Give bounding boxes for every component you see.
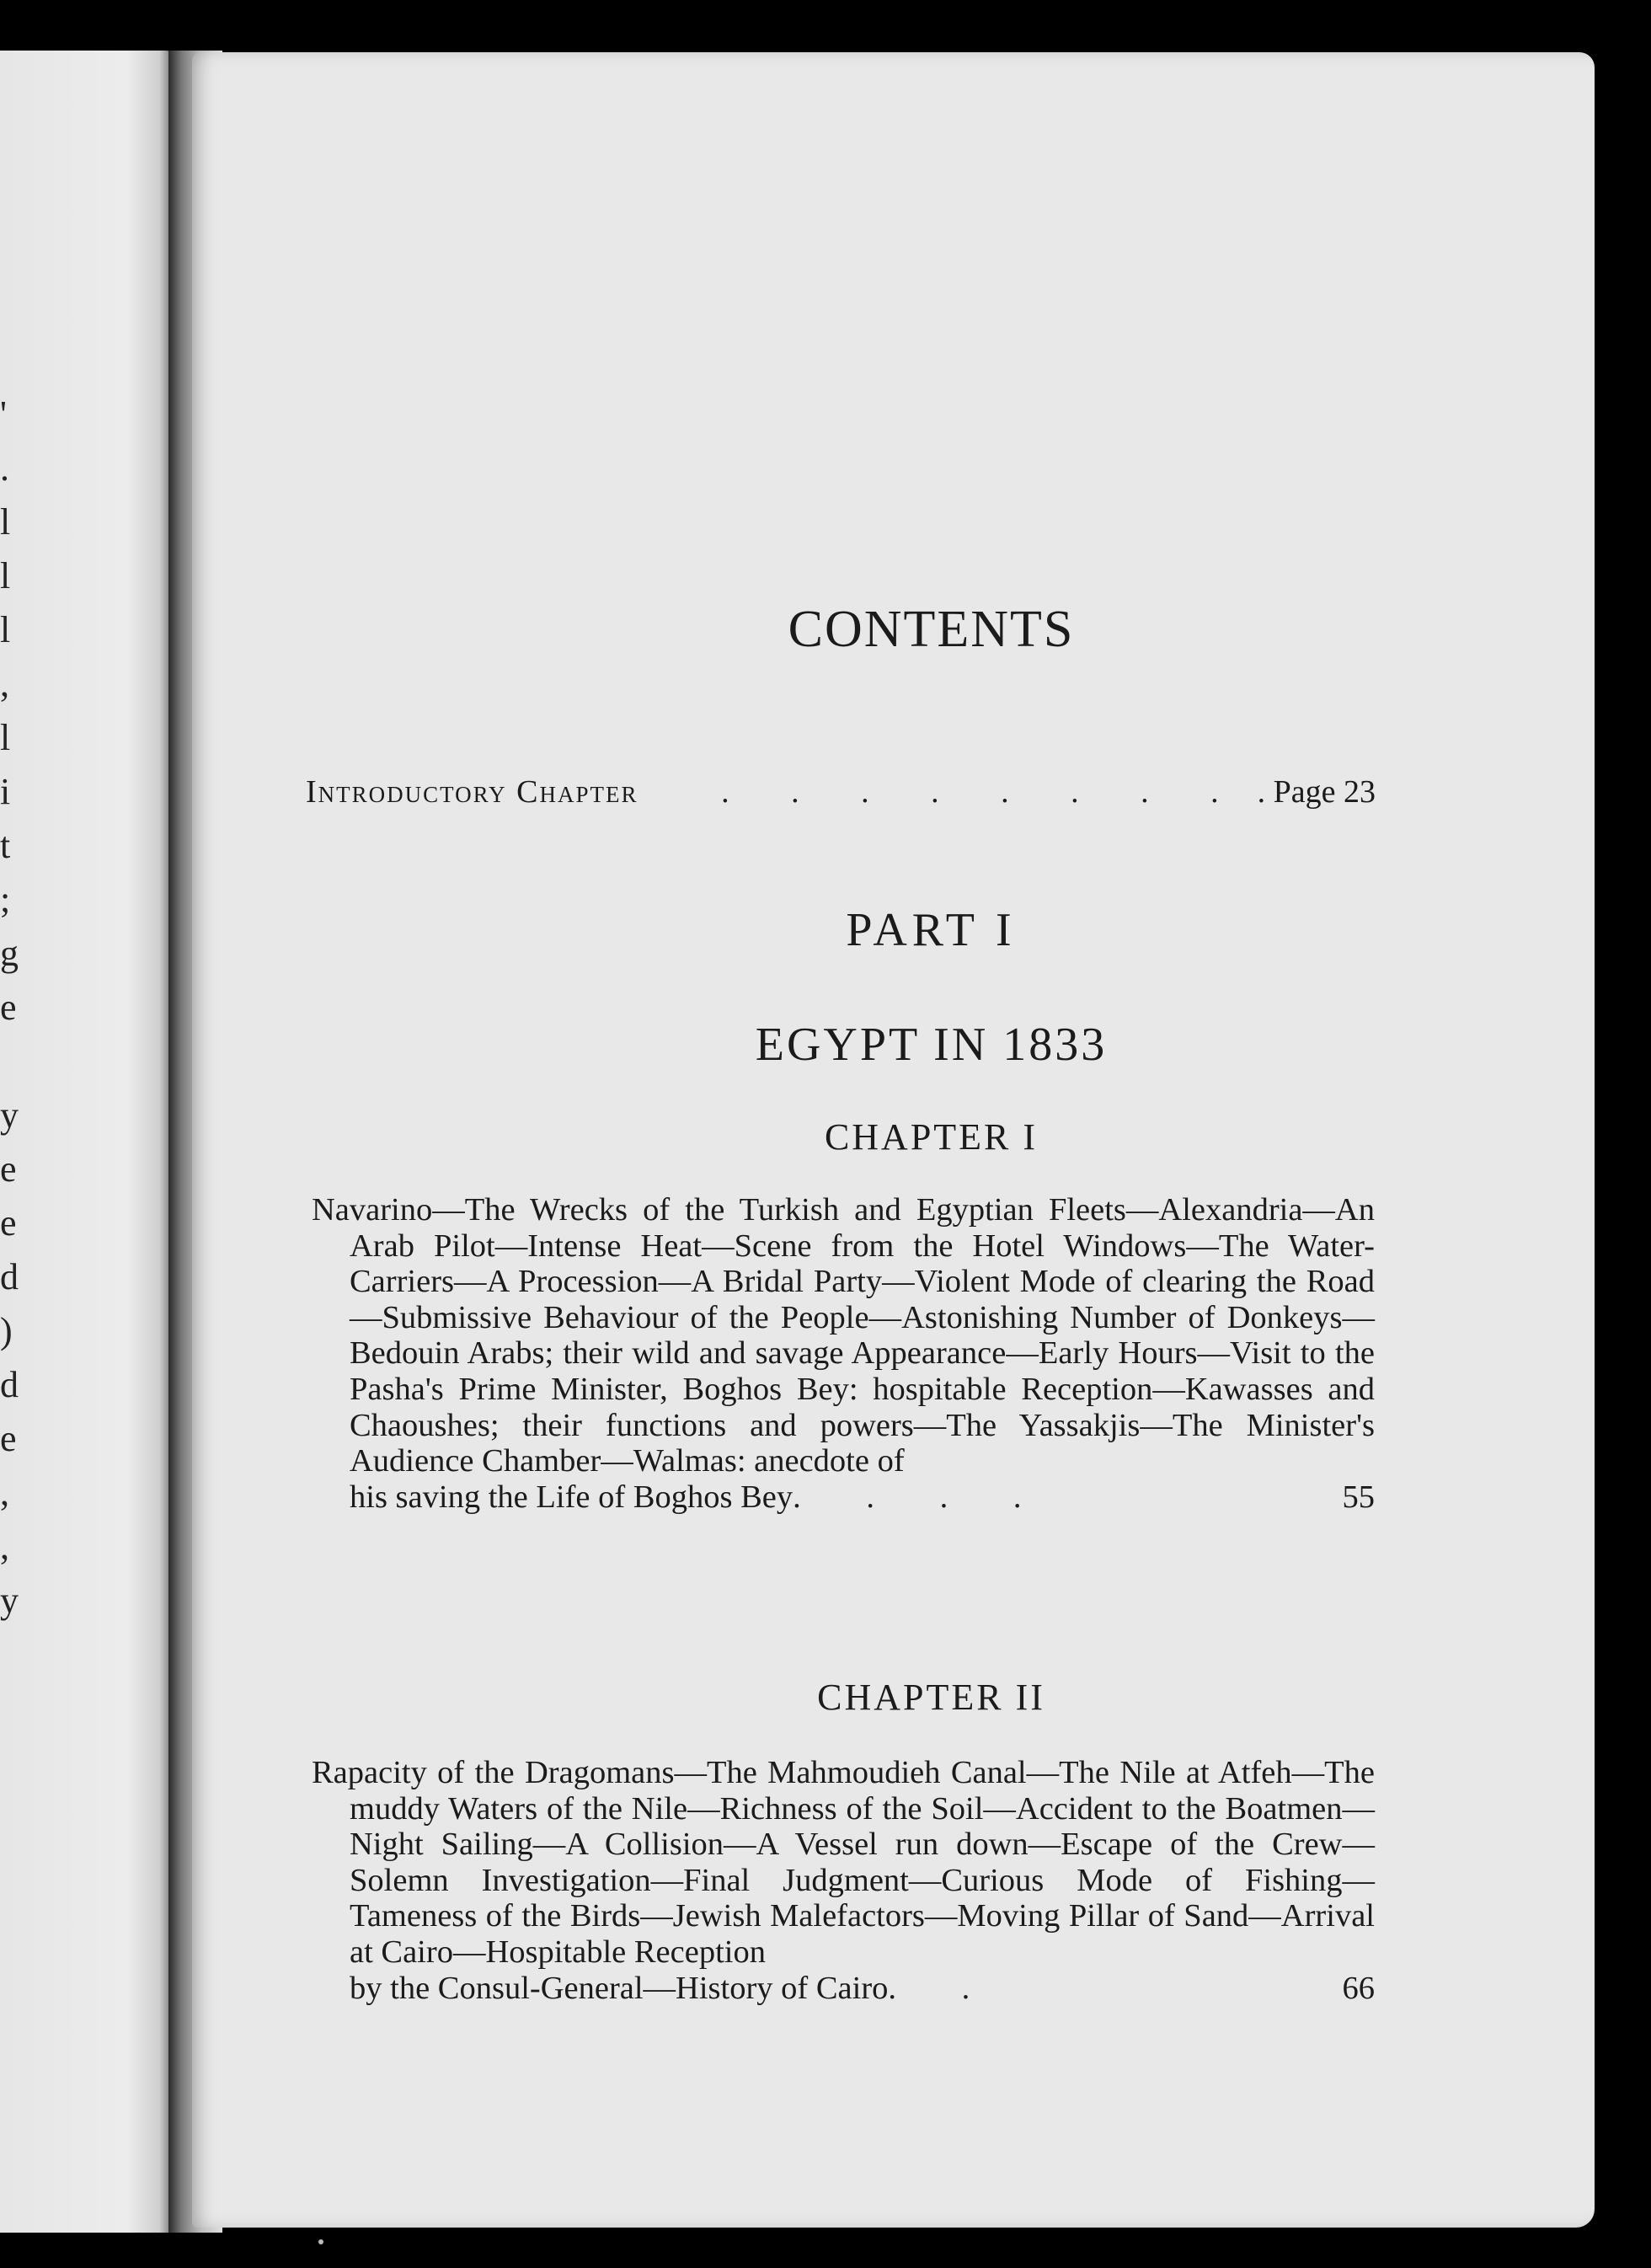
intro-entry <box>306 773 1376 810</box>
facing-mark: y <box>0 1580 19 1621</box>
facing-mark: d <box>0 1364 19 1405</box>
facing-mark: l <box>0 609 11 650</box>
page-number: 55 <box>1342 1479 1375 1515</box>
chapter-synopsis <box>312 1755 1375 2006</box>
facing-mark: ; <box>0 879 11 920</box>
facing-mark: t <box>0 825 11 866</box>
chapter-synopsis <box>312 1192 1375 1515</box>
page-title: CONTENTS <box>788 601 1075 658</box>
facing-mark: . <box>0 447 9 489</box>
synopsis-last-line <box>350 1971 1375 2007</box>
intro-leader-dots: . . . . . . . . <box>721 774 1246 810</box>
facing-mark: l <box>0 501 11 543</box>
synopsis-last-text: by the Consul-General—History of Cairo <box>350 1970 889 2006</box>
facing-page <box>0 51 181 2233</box>
facing-mark: e <box>0 987 17 1028</box>
facing-mark: , <box>0 1526 9 1567</box>
facing-mark: e <box>0 1202 17 1244</box>
facing-mark <box>0 1035 17 1089</box>
chapter-heading: CHAPTER II <box>817 1677 1045 1718</box>
facing-mark: , <box>0 1472 9 1513</box>
synopsis-last-line <box>350 1479 1375 1516</box>
dust-speck <box>318 2239 323 2244</box>
leader-dots: . . . . <box>793 1479 1050 1515</box>
facing-mark: l <box>0 555 11 596</box>
synopsis-text: Navarino—The Wrecks of the Turkish and Egyptian Fleets—Alexandria—An Arab Pilot—Intense Heat—Scene from the Hotel Windows—The Water-Carriers—A Procession—A Bridal Party—Violent Mode of clearing the Road—Submissive Behaviour of the People—Astonishing Number of Donkeys—Bedouin Arabs; their wild and savage Appearance—Early Hours—Visit to the Pasha's Prime Minister, Boghos Bey: hospitable Reception—Kawasses and Chaoushes; their functions and powers—The Yassakjis—The Minister's Audience Chamber—Walmas: anecdote of <box>312 1192 1375 1479</box>
facing-mark: , <box>0 663 9 704</box>
facing-page-marks <box>0 388 17 1628</box>
page-number: 66 <box>1342 1970 1375 2006</box>
facing-mark: g <box>0 933 19 974</box>
facing-mark: l <box>0 717 11 758</box>
synopsis-text: Rapacity of the Dragomans—The Mahmoudieh Canal—The Nile at Atfeh—The muddy Waters of the Nile—Richness of the Soil—Accident to the Boatmen—Night Sailing—A Collision—A Vessel run down—Escape of the Crew—Solemn Investigation—Final Judgment—Curious Mode of Fishing—Tameness of the Birds—Jewish Malefactors—Moving Pillar of Sand—Arrival at Cairo—Hospitable Reception <box>312 1755 1375 1970</box>
chapter-heading: CHAPTER I <box>824 1116 1039 1158</box>
intro-page-number: . Page 23 <box>1257 774 1376 810</box>
leader-dots: . . <box>888 1970 999 2006</box>
facing-mark: ) <box>0 1310 13 1351</box>
intro-label: Introductory Chapter <box>306 774 638 810</box>
synopsis-last-text: his saving the Life of Boghos Bey <box>350 1479 793 1515</box>
facing-mark: e <box>0 1148 17 1190</box>
facing-mark: d <box>0 1256 19 1297</box>
section-title: EGYPT IN 1833 <box>755 1019 1108 1071</box>
contents-page <box>192 52 1595 2228</box>
facing-mark: ' <box>0 393 7 435</box>
facing-mark: y <box>0 1094 19 1136</box>
part-title: PART I <box>846 904 1017 956</box>
facing-mark: i <box>0 771 11 812</box>
facing-mark: e <box>0 1418 17 1459</box>
